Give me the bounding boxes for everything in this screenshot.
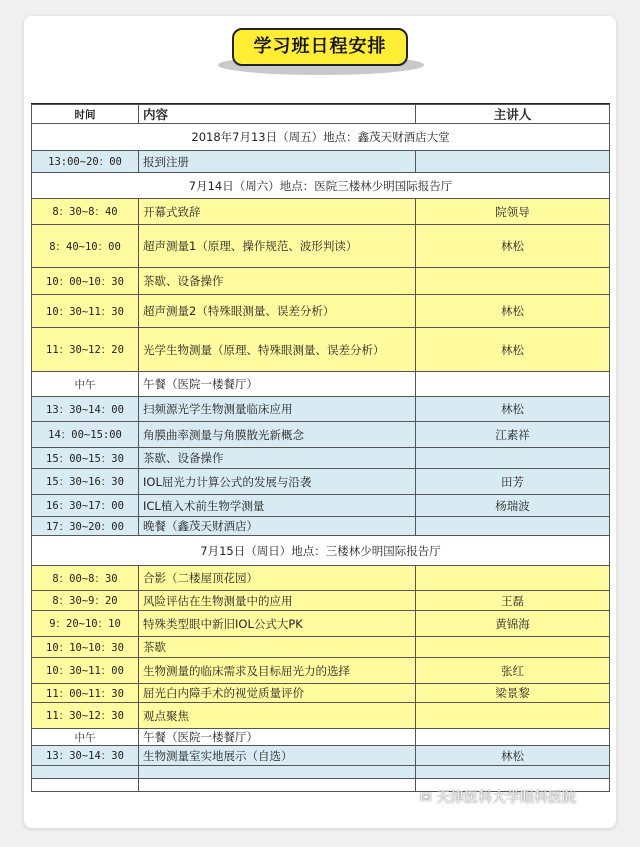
content-cell: 合影（二楼屋顶花园） [139,566,416,591]
table-row [32,591,610,611]
table-row [32,151,610,173]
speaker-cell: 田芳 [416,469,610,495]
content-cell: 角膜曲率测量与角膜散光新概念 [139,422,416,448]
day-header-row [32,536,610,566]
content-cell: 观点聚焦 [139,703,416,729]
day-header-row [32,173,610,199]
time-cell [32,766,139,779]
speaker-cell [416,268,610,295]
time-cell: 9：20~10：10 [32,611,139,637]
time-cell: 8：40~10：00 [32,225,139,268]
watermark-text: 天津医科大学眼科医院 [436,790,577,806]
content-cell: 风险评估在生物测量中的应用 [139,591,416,611]
table-row [32,372,610,397]
content-cell: 午餐（医院一楼餐厅） [139,729,416,746]
content-cell: 茶歇、设备操作 [139,448,416,469]
time-cell: 中午 [32,372,139,397]
content-cell: 生物测量室实地展示（自选） [139,746,416,766]
column-header-speaker: 主讲人 [416,105,610,124]
wechat-icon: ✉ [420,790,432,806]
time-cell: 11：30~12：20 [32,328,139,372]
time-cell: 15：30~16：30 [32,469,139,495]
content-cell: ICL植入术前生物学测量 [139,495,416,517]
content-cell: 扫频源光学生物测量临床应用 [139,397,416,422]
table-row [32,766,610,779]
speaker-cell: 黄锦海 [416,611,610,637]
speaker-cell: 江素祥 [416,422,610,448]
content-cell: 茶歇、设备操作 [139,268,416,295]
time-cell: 8：30~8：40 [32,199,139,225]
speaker-cell: 林松 [416,225,610,268]
table-row [32,611,610,637]
table-row [32,268,610,295]
table-header-row [32,105,610,124]
table-row [32,658,610,684]
content-cell [139,779,416,792]
time-cell: 10：00~10：30 [32,268,139,295]
speaker-cell: 林松 [416,397,610,422]
table-row [32,469,610,495]
time-cell: 13：30~14：30 [32,746,139,766]
table-row [32,517,610,536]
content-cell: IOL屈光力计算公式的发展与沿袭 [139,469,416,495]
time-cell: 11：00~11：30 [32,684,139,703]
content-cell: 光学生物测量（原理、特殊眼测量、误差分析） [139,328,416,372]
table-row [32,295,610,328]
content-cell: 午餐（医院一楼餐厅） [139,372,416,397]
content-cell: 生物测量的临床需求及目标屈光力的选择 [139,658,416,684]
content-cell: 屈光白内障手术的视觉质量评价 [139,684,416,703]
speaker-cell: 张红 [416,658,610,684]
time-cell: 15：00~15：30 [32,448,139,469]
content-cell: 超声测量2（特殊眼测量、误差分析） [139,295,416,328]
speaker-cell: 林松 [416,746,610,766]
time-cell: 17：30~20：00 [32,517,139,536]
schedule-table [31,104,610,792]
speaker-cell [416,372,610,397]
time-cell: 中午 [32,729,139,746]
day-header-text: 7月14日（周六）地点：医院三楼林少明国际报告厅 [32,173,610,199]
speaker-cell: 林松 [416,328,610,372]
table-row [32,729,610,746]
table-row [32,397,610,422]
speaker-cell: 梁景黎 [416,684,610,703]
table-row [32,448,610,469]
time-cell [32,779,139,792]
day-header-row [32,124,610,151]
time-cell: 16：30~17：00 [32,495,139,517]
content-cell: 超声测量1（原理、操作规范、波形判读） [139,225,416,268]
time-cell: 8：30~9：20 [32,591,139,611]
speaker-cell [416,517,610,536]
speaker-cell: 林松 [416,295,610,328]
day-header-text: 7月15日（周日）地点：三楼林少明国际报告厅 [32,536,610,566]
time-cell: 13:00~20：00 [32,151,139,173]
speaker-cell [416,151,610,173]
table-row [32,566,610,591]
time-cell: 11：30~12：30 [32,703,139,729]
speaker-cell [416,448,610,469]
time-cell: 14：00~15:00 [32,422,139,448]
column-header-time: 时间 [32,105,139,124]
time-cell: 10：30~11：00 [32,658,139,684]
speaker-cell: 王磊 [416,591,610,611]
table-row [32,703,610,729]
table-row [32,495,610,517]
content-cell: 报到注册 [139,151,416,173]
table-row [32,225,610,268]
table-row [32,746,610,766]
time-cell: 13：30~14：00 [32,397,139,422]
table-row [32,422,610,448]
table-row [32,328,610,372]
table-row [32,199,610,225]
content-cell [139,766,416,779]
speaker-cell [416,729,610,746]
speaker-cell: 杨瑞波 [416,495,610,517]
speaker-cell [416,703,610,729]
time-cell: 8：00~8：30 [32,566,139,591]
content-cell: 特殊类型眼中新旧IOL公式大PK [139,611,416,637]
schedule-body [32,124,610,792]
day-header-text: 2018年7月13日（周五）地点：鑫茂天财酒店大堂 [32,124,610,151]
table-row [32,684,610,703]
speaker-cell [416,766,610,779]
table-row [32,637,610,658]
content-cell: 晚餐（鑫茂天财酒店） [139,517,416,536]
content-cell: 茶歇 [139,637,416,658]
speaker-cell [416,566,610,591]
speaker-cell: 院领导 [416,199,610,225]
time-cell: 10：10~10：30 [32,637,139,658]
page-title: 学习班日程安排 [232,28,408,66]
speaker-cell [416,637,610,658]
content-cell: 开幕式致辞 [139,199,416,225]
column-header-content: 内容 [139,105,416,124]
watermark [420,787,576,807]
time-cell: 10：30~11：30 [32,295,139,328]
